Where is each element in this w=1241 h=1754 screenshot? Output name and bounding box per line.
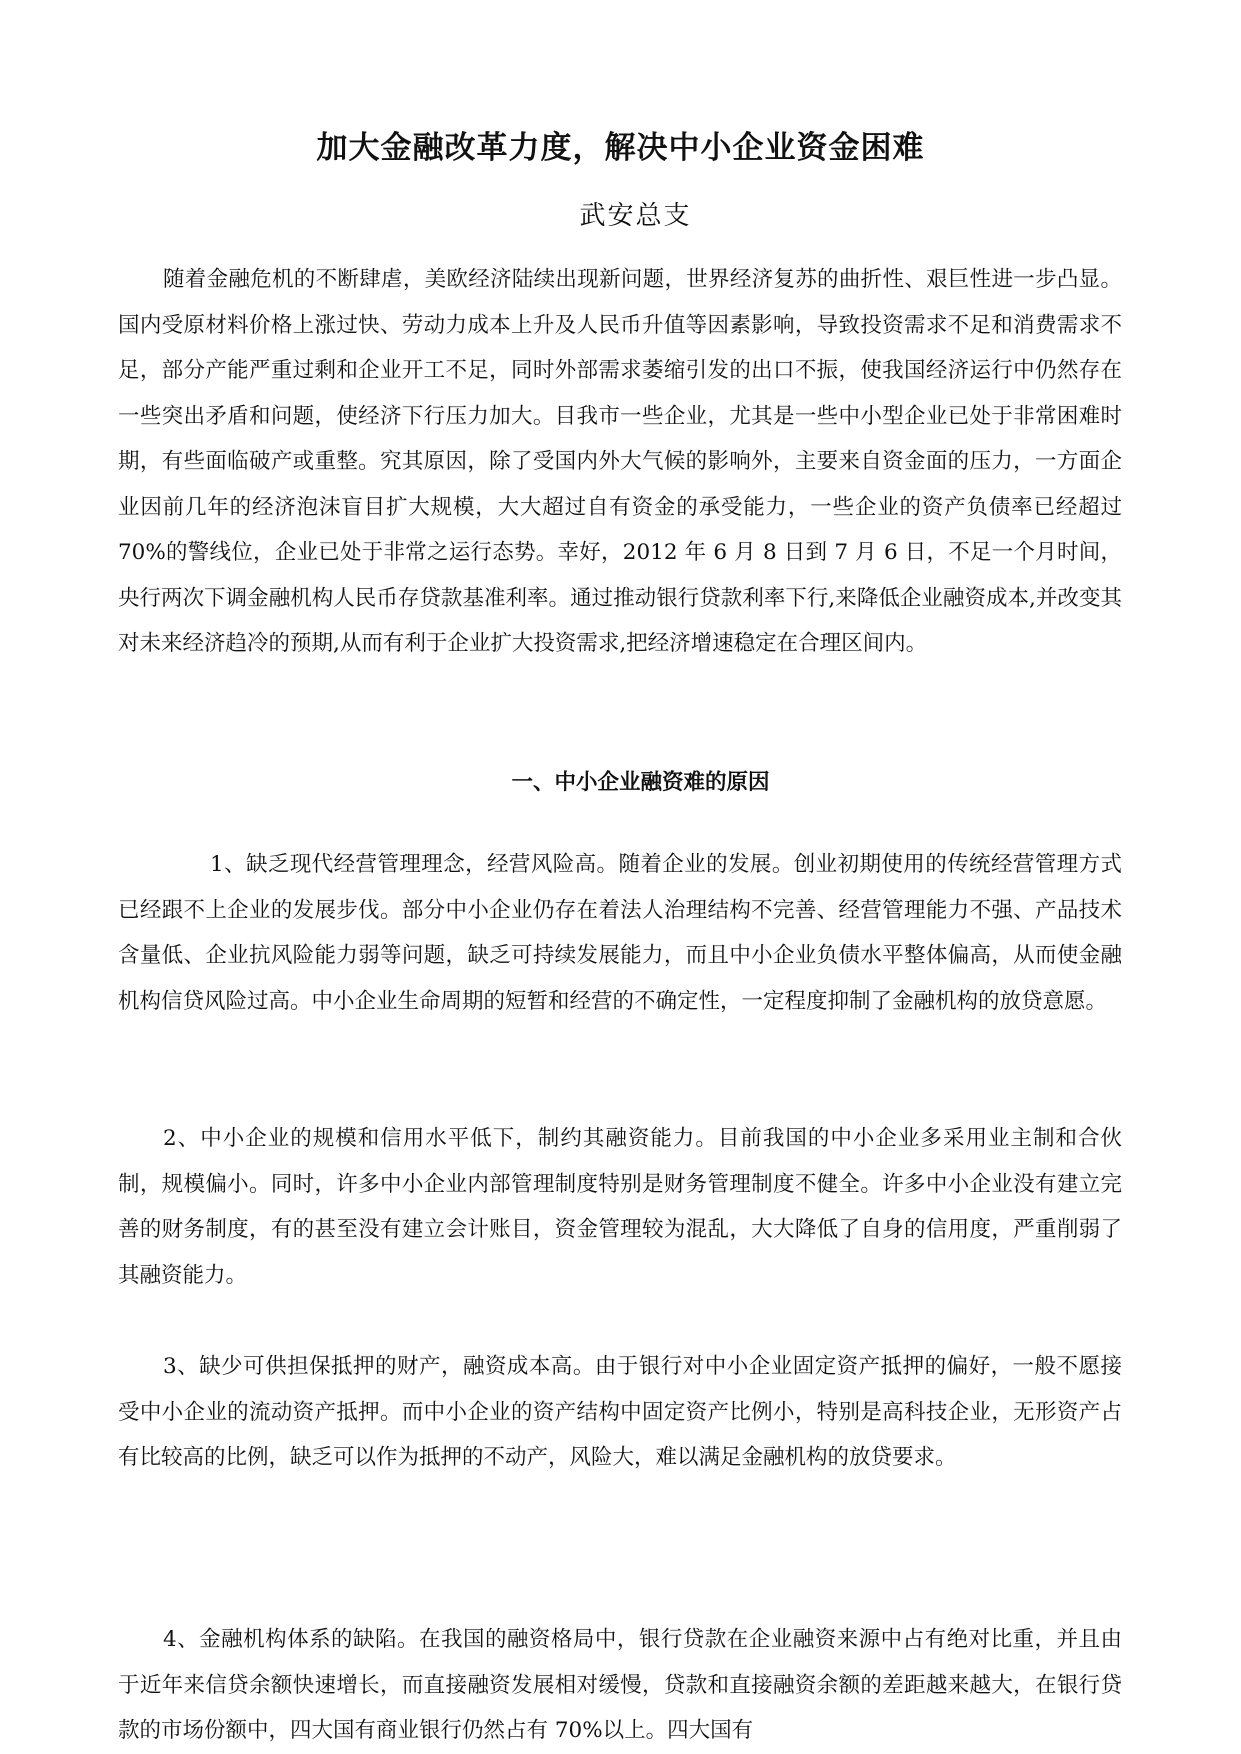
document-title: 加大金融改革力度，解决中小企业资金困难 bbox=[316, 130, 925, 166]
section-heading: 一、中小企业融资难的原因 bbox=[511, 770, 770, 795]
paragraph-2: 2、中小企业的规模和信用水平低下，制约其融资能力。目前我国的中小企业多采用业主制和合伙制，规模偏小。同时，许多中小企业内部管理制度特别是财务管理制度不健全。许多中小企业没有建立完善的财务制度，有的甚至没有建立会计账目，资金管理较为混乱，大大降低了自身的信用度，严重削弱了其融资能力。 bbox=[118, 1126, 1122, 1288]
intro-paragraph: 随着金融危机的不断肆虐，美欧经济陆续出现新问题，世界经济复苏的曲折性、艰巨性进一步凸显。国内受原材料价格上涨过快、劳动力成本上升及人民币升值等因素影响，导致投资需求不足和消费需求不足，部分产能严重过剩和企业开工不足，同时外部需求萎缩引发的出口不振，使我国经济运行中仍然存在一些突出矛盾和问题，使经济下行压力加大。目我市一些企业，尤其是一些中小型企业已处于非常困难时期，有些面临破产或重整。究其原因，除了受国内外大气候的影响外，主要来自资金面的压力，一方面企业因前几年的经济泡沫盲目扩大规模，大大超过自有资金的承受能力，一些企业的资产负债率已经超过 70%的警线位，企业已处于非常之运行态势。幸好，2012 年 6 月 8 日到 7 月 6 日，不足一个月时间，央行两次下调金融机构人民币存贷款基准利率。通过推动银行贷款利率下行,来降低企业融资成本,并改变其对未来经济趋冷的预期,从而有利于企业扩大投资需求,把经济增速稳定在合理区间内。 bbox=[118, 267, 1122, 656]
paragraph-1: 1、缺乏现代经营管理理念，经营风险高。随着企业的发展。创业初期使用的传统经营管理方式已经跟不上企业的发展步伐。部分中小企业仍存在着法人治理结构不完善、经营管理能力不强、产品技术含量低、企业抗风险能力弱等问题，缺乏可持续发展能力，而且中小企业负债水平整体偏高，从而使金融机构信贷风险过高。中小企业生命周期的短暂和经营的不确定性，一定程度抑制了金融机构的放贷意愿。 bbox=[118, 852, 1122, 1014]
paragraph-4: 4、金融机构体系的缺陷。在我国的融资格局中，银行贷款在企业融资来源中占有绝对比重，并且由于近年来信贷余额快速增长，而直接融资发展相对缓慢，贷款和直接融资余额的差距越来越大，在银行贷款的市场份额中，四大国有商业银行仍然占有 70%以上。四大国有 bbox=[118, 1627, 1122, 1743]
document-author: 武安总支 bbox=[579, 201, 692, 231]
paragraph-3: 3、缺少可供担保抵押的财产，融资成本高。由于银行对中小企业固定资产抵押的偏好，一般不愿接受中小企业的流动资产抵押。而中小企业的资产结构中固定资产比例小，特别是高科技企业，无形资产占有比较高的比例，缺乏可以作为抵押的不动产，风险大，难以满足金融机构的放贷要求。 bbox=[118, 1354, 1122, 1470]
